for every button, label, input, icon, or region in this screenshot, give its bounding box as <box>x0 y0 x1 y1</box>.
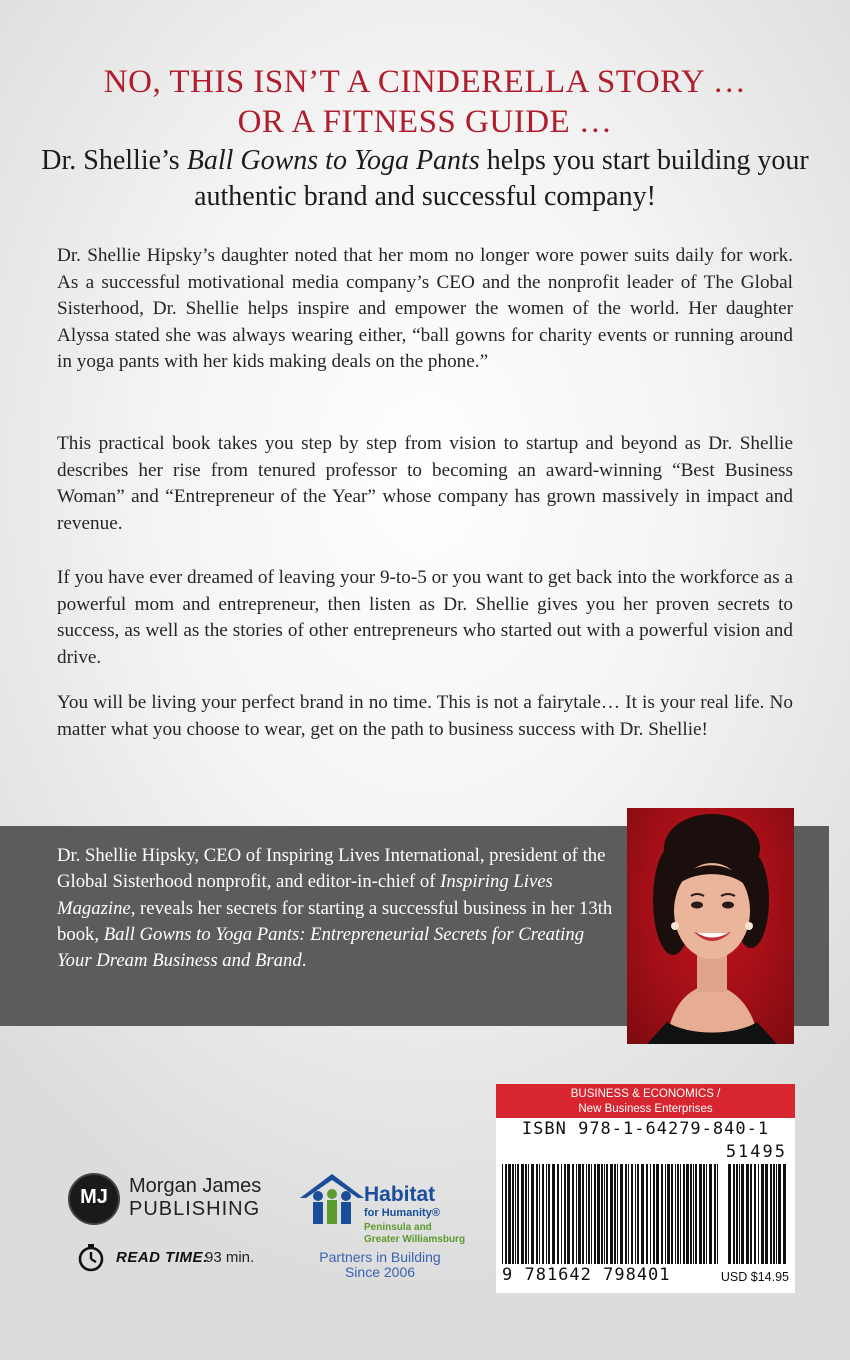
barcode-bar <box>588 1164 590 1264</box>
barcode-bar <box>567 1164 570 1264</box>
barcode-bar <box>765 1164 768 1264</box>
isbn-text: ISBN 978-1-64279-840-1 <box>521 1119 770 1139</box>
barcode-bar <box>620 1164 623 1264</box>
read-time-value: 93 min. <box>205 1249 255 1266</box>
barcode-bar <box>733 1164 735 1264</box>
author-portrait-illustration <box>627 808 794 1044</box>
barcode-bar <box>653 1164 655 1264</box>
barcode-block <box>496 1084 795 1293</box>
barcode-bar <box>631 1164 633 1264</box>
barcode-bar <box>597 1164 600 1264</box>
category-line-2: New Business Enterprises <box>578 1103 713 1115</box>
barcode-bar <box>521 1164 524 1264</box>
barcode-bar <box>656 1164 659 1264</box>
barcode-bar <box>578 1164 581 1264</box>
barcode-bar <box>604 1164 605 1264</box>
barcode-bar <box>717 1164 718 1264</box>
barcode-bar <box>671 1164 673 1264</box>
barcode-bar <box>680 1164 681 1264</box>
barcode-bar <box>564 1164 566 1264</box>
habitat-sub: for Humanity® <box>364 1207 440 1219</box>
price-text: USD $14.95 <box>720 1270 789 1284</box>
barcode-bar <box>783 1164 786 1264</box>
barcode-bar <box>746 1164 749 1264</box>
barcode-bar <box>773 1164 775 1264</box>
barcode-bar <box>531 1164 534 1264</box>
body-paragraph-1: Dr. Shellie Hipsky’s daughter noted that her mom no longer wore power suits daily for work. As a successful motivational media company’s CEO and the nonprofit leader of The Global Sisterhood, Dr. Shellie helps inspire and empower the women of the world. Her daughter Alyssa stated she was always wearing either, “ball gowns for charity events or running around in yoga pants with her kids making deals on the phone.” <box>57 245 793 372</box>
bio-magazine-title: Inspiring Lives Magazine <box>57 871 553 919</box>
barcode-bar <box>699 1164 702 1264</box>
category-line-1: BUSINESS & ECONOMICS / <box>570 1088 721 1100</box>
barcode-bar <box>542 1164 544 1264</box>
barcode-bar <box>536 1164 538 1264</box>
barcode-bar <box>728 1164 731 1264</box>
addon-barcode <box>728 1164 788 1264</box>
barcode-bar <box>635 1164 636 1264</box>
morgan-james-logo <box>68 1173 120 1225</box>
barcode-bar <box>677 1164 679 1264</box>
barcode-bar <box>606 1164 608 1264</box>
barcode-bar <box>758 1164 759 1264</box>
barcode-bar <box>693 1164 694 1264</box>
barcode-bar <box>703 1164 705 1264</box>
barcode-bar <box>548 1164 550 1264</box>
barcode-bar <box>512 1164 514 1264</box>
subhead-post: helps you start building your authentic brand and successful company! <box>194 145 809 212</box>
barcode-bar <box>628 1164 629 1264</box>
subheadline <box>40 143 810 215</box>
barcode-bar <box>650 1164 651 1264</box>
barcode-bar <box>502 1164 503 1264</box>
barcode-bar <box>546 1164 547 1264</box>
body-paragraph-2: This practical book takes you step by step from vision to startup and beyond as Dr. Shellie describes her rise from tenured professor to becoming an award-winning “Best Business Woman” and “Entrepreneur of the Year” whose company has grown massively in impact and revenue. <box>57 433 793 534</box>
barcode-bar <box>754 1164 756 1264</box>
author-photo <box>627 808 794 1044</box>
barcode-bar <box>690 1164 692 1264</box>
headline-line-1: NO, THIS ISN’T A CINDERELLA STORY … <box>103 64 747 100</box>
habitat-partners-line-2: Since 2006 <box>344 1264 416 1280</box>
barcode-bar <box>667 1164 670 1264</box>
bio-part-b: , reveals her secrets for starting a successful business in her 13th book, <box>57 897 613 945</box>
barcode-bar <box>714 1164 716 1264</box>
barcode-bar <box>706 1164 707 1264</box>
price-code: 51495 <box>725 1142 787 1162</box>
barcode-bar <box>686 1164 689 1264</box>
barcode-bar <box>750 1164 752 1264</box>
barcode-bar <box>528 1164 529 1264</box>
bio-part-c: . <box>301 950 307 972</box>
barcode-bar <box>572 1164 574 1264</box>
bio-part-a: Dr. Shellie Hipsky, CEO of Inspiring Lives International, president of the Global Sisterhood nonprofit, and editor-in-chief of <box>57 845 606 893</box>
ean-number: 9 781642 798401 <box>502 1265 671 1285</box>
barcode-bar <box>695 1164 697 1264</box>
habitat-house-icon <box>298 1170 366 1228</box>
body-paragraph-4: You will be living your perfect brand in no time. This is not a fairytale… It is your real life. No matter what you choose to wear, get on the path to business success with Dr. Shellie! <box>57 692 793 740</box>
barcode-bar <box>675 1164 676 1264</box>
barcode-bar <box>539 1164 540 1264</box>
barcode-bar <box>557 1164 559 1264</box>
publisher-name: Morgan James <box>129 1175 262 1197</box>
habitat-name: Habitat <box>364 1183 436 1206</box>
subhead-pre: Dr. Shellie’s <box>41 145 187 176</box>
habitat-location-2: Greater Williamsburg <box>364 1234 466 1245</box>
barcode-bar <box>778 1164 781 1264</box>
barcode-bar <box>594 1164 596 1264</box>
barcode-bar <box>776 1164 777 1264</box>
headline-line-2: OR A FITNESS GUIDE … <box>237 104 613 140</box>
barcode-bar <box>736 1164 738 1264</box>
barcode-bar <box>617 1164 618 1264</box>
barcode-bar <box>683 1164 685 1264</box>
subhead-book-title: Ball Gowns to Yoga Pants <box>186 145 480 176</box>
barcode-bar <box>591 1164 592 1264</box>
barcode-bar <box>739 1164 740 1264</box>
barcode-bar <box>646 1164 648 1264</box>
barcode-bar <box>661 1164 663 1264</box>
barcode-bar <box>552 1164 555 1264</box>
ean-barcode <box>502 1164 722 1264</box>
barcode-bar <box>508 1164 511 1264</box>
barcode-bar <box>637 1164 639 1264</box>
mj-logo-letters: MJ <box>80 1186 108 1208</box>
habitat-partners-line-1: Partners in Building <box>319 1249 441 1265</box>
barcode-bar <box>576 1164 577 1264</box>
barcode-bar <box>586 1164 587 1264</box>
habitat-location-1: Peninsula and <box>364 1222 432 1233</box>
barcode-bar <box>610 1164 613 1264</box>
barcode-bar <box>525 1164 527 1264</box>
barcode-bar <box>741 1164 744 1264</box>
barcode-bar <box>582 1164 584 1264</box>
category-bar <box>496 1084 795 1118</box>
barcode-bar <box>641 1164 644 1264</box>
barcode-bar <box>601 1164 603 1264</box>
body-paragraph-3: If you have ever dreamed of leaving your 9-to-5 or you want to get back into the workforce as a powerful mom and entrepreneur, then listen as Dr. Shellie gives you her proven secrets to success, as well as the stories of other entrepreneurs who started out with a powerful vision and drive. <box>57 567 793 668</box>
read-time-label: READ TIME: <box>116 1249 209 1266</box>
stopwatch-icon <box>76 1242 106 1272</box>
barcode-bar <box>625 1164 627 1264</box>
barcode-bar <box>561 1164 562 1264</box>
bio-book-title: Ball Gowns to Yoga Pants: Entrepreneurial Secrets for Creating Your Dream Business and Brand <box>57 923 585 972</box>
barcode-bar <box>770 1164 772 1264</box>
barcode-bar <box>614 1164 616 1264</box>
barcode-bar <box>709 1164 712 1264</box>
publisher-name-line-2: PUBLISHING <box>129 1198 261 1220</box>
barcode-bar <box>517 1164 519 1264</box>
barcode-bar <box>665 1164 666 1264</box>
barcode-bar <box>505 1164 507 1264</box>
barcode-bar <box>761 1164 764 1264</box>
author-bio <box>57 843 617 974</box>
barcode-bar <box>515 1164 516 1264</box>
